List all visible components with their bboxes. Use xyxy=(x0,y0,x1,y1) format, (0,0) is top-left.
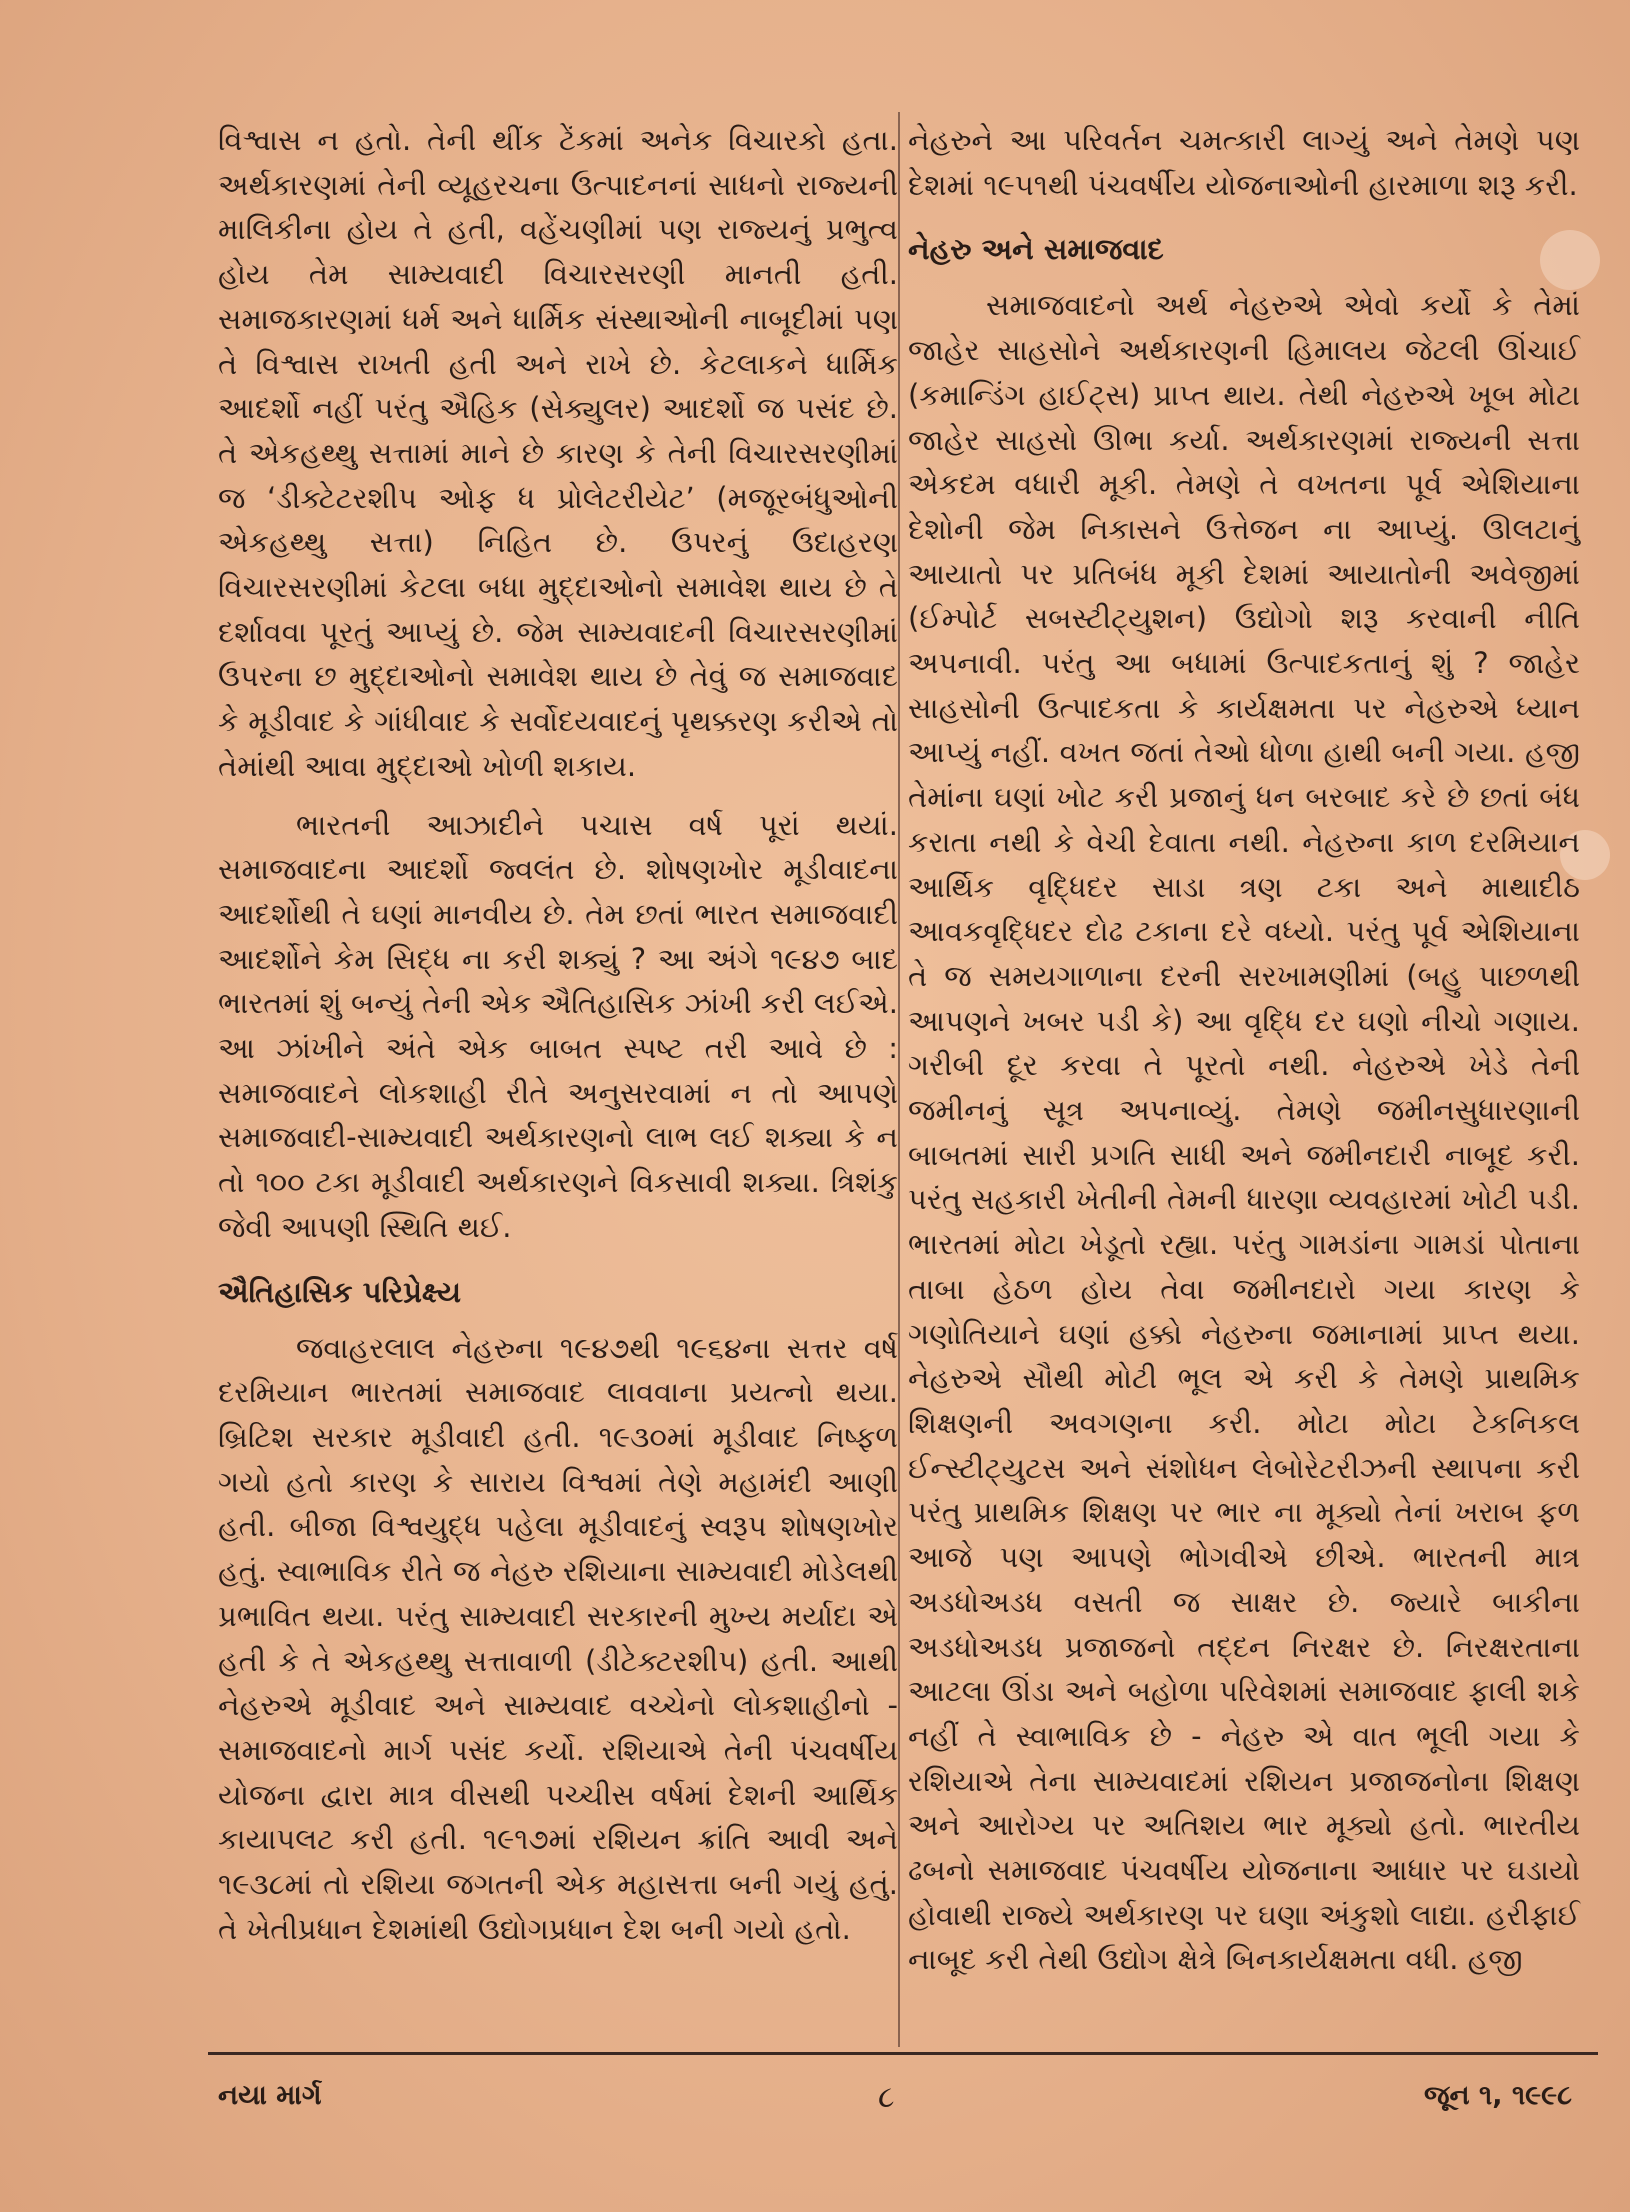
right-paragraph-1: નેહરુને આ પરિવર્તન ચમત્કારી લાગ્યું અને તેમણે પણ દેશમાં ૧૯૫૧થી પંચવર્ષીય યોજનાઓની હારમાળા શરૂ કરી. xyxy=(908,123,1580,202)
footer-rule xyxy=(208,2052,1598,2055)
section-heading-historical-perspective: ઐતિહાસિક પરિપ્રેક્ષ્ય xyxy=(218,1274,462,1309)
column-divider xyxy=(898,112,900,2047)
left-paragraph-1: વિશ્વાસ ન હતો. તેની થીંક ટેંકમાં અનેક વિચારકો હતા. અર્થકારણમાં તેની વ્યૂહરચના ઉત્પાદનનાં સાધનો રાજ્યની માલિકીના હોય તે હતી, વહેંચણીમાં પણ રાજ્યનું પ્રભુત્વ હોય તેમ સામ્યવાદી વિચારસરણી માનતી હતી. સમાજકારણમાં ધર્મ અને ધાર્મિક સંસ્થાઓની નાબૂદીમાં પણ તે વિશ્વાસ રાખતી હતી અને રાખે છે. કેટલાકને ધાર્મિક આદર્શો નહીં પરંતુ ઐહિક (સેક્યુલર) આદર્શો જ પસંદ છે. તે એકહથ્થુ સત્તામાં માને છે કારણ કે તેની વિચારસરણીમાં જ ‘ડીક્ટેટરશીપ ઓફ ધ પ્રોલેટરીયેટ’ (મજૂરબંધુઓની એકહથ્થુ સત્તા) નિહિત છે. ઉપરનું ઉદાહરણ વિચારસરણીમાં કેટલા બધા મુદ્દાઓનો સમાવેશ થાય છે તે દર્શાવવા પૂરતું આપ્યું છે. જેમ સામ્યવાદની વિચારસરણીમાં ઉપરના છ મુદ્દાઓનો સમાવેશ થાય છે તેવું જ સમાજવાદ કે મૂડીવાદ કે ગાંધીવાદ કે સર્વોદયવાદનું પૃથક્કરણ કરીએ તો તેમાંથી આવા મુદ્દાઓ ખોળી શકાય. xyxy=(218,123,898,783)
section-heading-nehru-and-socialism: નેહરુ અને સમાજવાદ xyxy=(908,232,1164,267)
footer-page-number: ૮ xyxy=(878,2080,895,2115)
footer-publication-name: નયા માર્ગ xyxy=(218,2080,322,2111)
right-paragraph-2: સમાજવાદનો અર્થ નેહરુએ એવો કર્યો કે તેમાં જાહેર સાહસોને અર્થકારણની હિમાલય જેટલી ઊંચાઈ (કમાન્ડિંગ હાઈટ્સ) પ્રાપ્ત થાય. તેથી નેહરુએ ખૂબ મોટા જાહેર સાહસો ઊભા કર્યા. અર્થકારણમાં રાજ્યની સત્તા એકદમ વધારી મૂકી. તેમણે તે વખતના પૂર્વ એશિયાના દેશોની જેમ નિકાસને ઉત્તેજન ના આપ્યું. ઊલટાનું આયાતો પર પ્રતિબંધ મૂકી દેશમાં આયાતોની અવેજીમાં (ઈમ્પોર્ટ સબસ્ટીટ્યુશન) ઉદ્યોગો શરૂ કરવાની નીતિ અપનાવી. પરંતુ આ બધામાં ઉત્પાદકતાનું શું ? જાહેર સાહસોની ઉત્પાદકતા કે કાર્યક્ષમતા પર નેહરુએ ધ્યાન આપ્યું નહીં. વખત જતાં તેઓ ધોળા હાથી બની ગયા. હજી તેમાંના ઘણાં ખોટ કરી પ્રજાનું ધન બરબાદ કરે છે છતાં બંધ કરાતા નથી કે વેચી દેવાતા નથી. નેહરુના કાળ દરમિયાન આર્થિક વૃદ્ધિદર સાડા ત્રણ ટકા અને માથાદીઠ આવકવૃદ્ધિદર દોઢ ટકાના દરે વધ્યો. પરંતુ પૂર્વ એશિયાના તે જ સમયગાળાના દરની સરખામણીમાં (બહુ પાછળથી આપણને ખબર પડી કે) આ વૃદ્ધિ દર ઘણો નીચો ગણાય. ગરીબી દૂર કરવા તે પૂરતો નથી. નેહરુએ ખેડે તેની જમીનનું સૂત્ર અપનાવ્યું. તેમણે જમીનસુધારણાની બાબતમાં સારી પ્રગતિ સાધી અને જમીનદારી નાબૂદ કરી. પરંતુ સહકારી ખેતીની તેમની ધારણા વ્યવહારમાં ખોટી પડી. ભારતમાં મોટા ખેડૂતો રહ્યા. પરંતુ ગામડાંના ગામડાં પોતાના તાબા હેઠળ હોય તેવા જમીનદારો ગયા કારણ કે ગણોતિયાને ઘણાં હક્કો નેહરુના જમાનામાં પ્રાપ્ત થયા. નેહરુએ સૌથી મોટી ભૂલ એ કરી કે તેમણે પ્રાથમિક શિક્ષણની અવગણના કરી. મોટા મોટા ટેકનિકલ ઈન્સ્ટીટ્યુટસ અને સંશોધન લેબોરેટરીઝની સ્થાપના કરી પરંતુ પ્રાથમિક શિક્ષણ પર ભાર ના મૂક્યો તેનાં ખરાબ ફળ આજે પણ આપણે ભોગવીએ છીએ. ભારતની માત્ર અડધોઅડધ વસતી જ સાક્ષર છે. જ્યારે બાકીના અડધોઅડધ પ્રજાજનો તદ્દન નિરક્ષર છે. નિરક્ષરતાના આટલા ઊંડા અને બહોળા પરિવેશમાં સમાજવાદ ફાલી શકે નહીં તે સ્વાભાવિક છે - નેહરુ એ વાત ભૂલી ગયા કે રશિયાએ તેના સામ્યવાદમાં રશિયન પ્રજાજનોના શિક્ષણ અને આરોગ્ય પર અતિશય ભાર મૂક્યો હતો. ભારતીય ઢબનો સમાજવાદ પંચવર્ષીય યોજનાના આધાર પર ઘડાયો હોવાથી રાજ્યે અર્થકારણ પર ઘણા અંકુશો લાદ્યા. હરીફાઈ નાબૂદ કરી તેથી ઉદ્યોગ ક્ષેત્રે બિનકાર્યક્ષમતા વધી. હજી xyxy=(908,288,1580,1977)
footer-date: જૂન ૧, ૧૯૯૮ xyxy=(1424,2080,1572,2111)
left-column xyxy=(218,118,898,1951)
left-paragraph-2: ભારતની આઝાદીને પચાસ વર્ષ પૂરાં થયાં. સમાજવાદના આદર્શો જ્વલંત છે. શોષણખોર મૂડીવાદના આદર્શોથી તે ઘણાં માનવીય છે. તેમ છતાં ભારત સમાજવાદી આદર્શોને કેમ સિદ્ધ ના કરી શક્યું ? આ અંગે ૧૯૪૭ બાદ ભારતમાં શું બન્યું તેની એક ઐતિહાસિક ઝાંખી કરી લઈએ. આ ઝાંખીને અંતે એક બાબત સ્પષ્ટ તરી આવે છે : સમાજવાદને લોકશાહી રીતે અનુસરવામાં ન તો આપણે સમાજવાદી-સામ્યવાદી અર્થકારણનો લાભ લઈ શક્યા કે ન તો ૧૦૦ ટકા મૂડીવાદી અર્થકારણને વિકસાવી શક્યા. ત્રિશંકુ જેવી આપણી સ્થિતિ થઈ. xyxy=(218,807,898,1244)
right-column xyxy=(908,118,1580,1982)
left-paragraph-3: જવાહરલાલ નેહરુના ૧૯૪૭થી ૧૯૬૪ના સત્તર વર્ષ દરમિયાન ભારતમાં સમાજવાદ લાવવાના પ્રયત્નો થયા. બ્રિટિશ સરકાર મૂડીવાદી હતી. ૧૯૩૦માં મૂડીવાદ નિષ્ફળ ગયો હતો કારણ કે સારાય વિશ્વમાં તેણે મહામંદી આણી હતી. બીજા વિશ્વયુદ્ધ પહેલા મૂડીવાદનું સ્વરૂપ શોષણખોર હતું. સ્વાભાવિક રીતે જ નેહરુ રશિયાના સામ્યવાદી મોડેલથી પ્રભાવિત થયા. પરંતુ સામ્યવાદી સરકારની મુખ્ય મર્યાદા એ હતી કે તે એકહથ્થુ સત્તાવાળી (ડીટેક્ટરશીપ) હતી. આથી નેહરુએ મૂડીવાદ અને સામ્યવાદ વચ્ચેનો લોકશાહીનો - સમાજવાદનો માર્ગ પસંદ કર્યો. રશિયાએ તેની પંચવર્ષીય યોજના દ્વારા માત્ર વીસથી પચ્ચીસ વર્ષમાં દેશની આર્થિક કાયાપલટ કરી હતી. ૧૯૧૭માં રશિયન ક્રાંતિ આવી અને ૧૯૩૮માં તો રશિયા જગતની એક મહાસત્તા બની ગયું હતું. તે ખેતીપ્રધાન દેશમાંથી ઉદ્યોગપ્રધાન દેશ બની ગયો હતો. xyxy=(218,1330,898,1946)
